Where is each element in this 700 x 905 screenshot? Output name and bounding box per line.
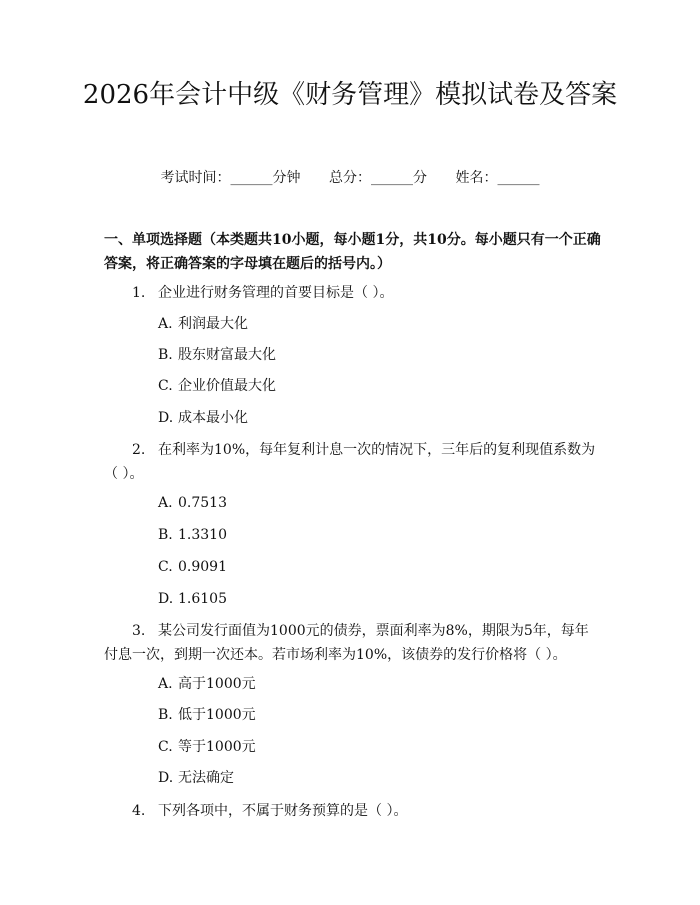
question-text: 下列各项中，不属于财务预算的是（ ）。 [158,803,408,819]
option-3d [158,767,598,789]
question-3 [104,619,600,667]
option-1d [158,407,598,429]
option-letter: A. [158,495,173,511]
total-score: 总分：______分 [329,170,427,186]
student-name: 姓名：______ [455,170,540,186]
question-1 [104,281,600,305]
option-3a [158,673,598,695]
option-letter: D. [158,591,174,607]
option-text: 等于1000元 [178,739,256,755]
option-text: 0.7513 [178,495,227,511]
option-2c [158,556,598,578]
option-letter: C. [158,559,173,575]
option-letter: A. [158,676,173,692]
option-2b [158,524,598,546]
option-text: 无法确定 [178,770,234,786]
option-text: 0.9091 [178,559,227,575]
option-letter: B. [158,527,173,543]
option-3b [158,704,598,726]
option-text: 1.3310 [178,527,227,543]
question-text: 某公司发行面值为1000元的债券，票面利率为8%，期限为5年，每年付息一次，到期一次还本。若市场利率为10%，该债券的发行价格将（ ）。 [104,623,589,663]
question-number: 4. [132,803,146,819]
option-text: 高于1000元 [178,676,256,692]
option-letter: D. [158,410,174,426]
question-number: 2. [132,442,146,458]
option-text: 低于1000元 [178,707,256,723]
option-letter: B. [158,707,173,723]
question-number: 3. [132,623,146,639]
option-text: 股东财富最大化 [178,347,276,363]
option-letter: B. [158,347,173,363]
question-2 [104,438,600,486]
option-letter: D. [158,770,174,786]
question-4 [104,799,600,823]
option-2d [158,588,598,610]
option-text: 利润最大化 [178,316,248,332]
option-3c [158,736,598,758]
option-text: 企业价值最大化 [178,378,276,394]
option-text: 成本最小化 [178,410,248,426]
option-1c [158,375,598,397]
option-letter: C. [158,739,173,755]
option-2a [158,492,598,514]
option-1b [158,344,598,366]
exam-meta [0,168,700,188]
question-text: 企业进行财务管理的首要目标是（ ）。 [158,285,394,301]
option-text: 1.6105 [178,591,227,607]
option-letter: A. [158,316,173,332]
question-number: 1. [132,285,146,301]
page-title: 2026年会计中级《财务管理》模拟试卷及答案 [82,80,618,110]
option-1a [158,313,598,335]
question-text: 在利率为10%，每年复利计息一次的情况下，三年后的复利现值系数为（ ）。 [104,442,596,482]
exam-time: 考试时间：______分钟 [160,170,301,186]
option-letter: C. [158,378,173,394]
section-heading: 一、单项选择题（本类题共10小题，每小题1分，共10分。每小题只有一个正确答案，将正确答案的字母填在题后的括号内。） [104,232,601,272]
